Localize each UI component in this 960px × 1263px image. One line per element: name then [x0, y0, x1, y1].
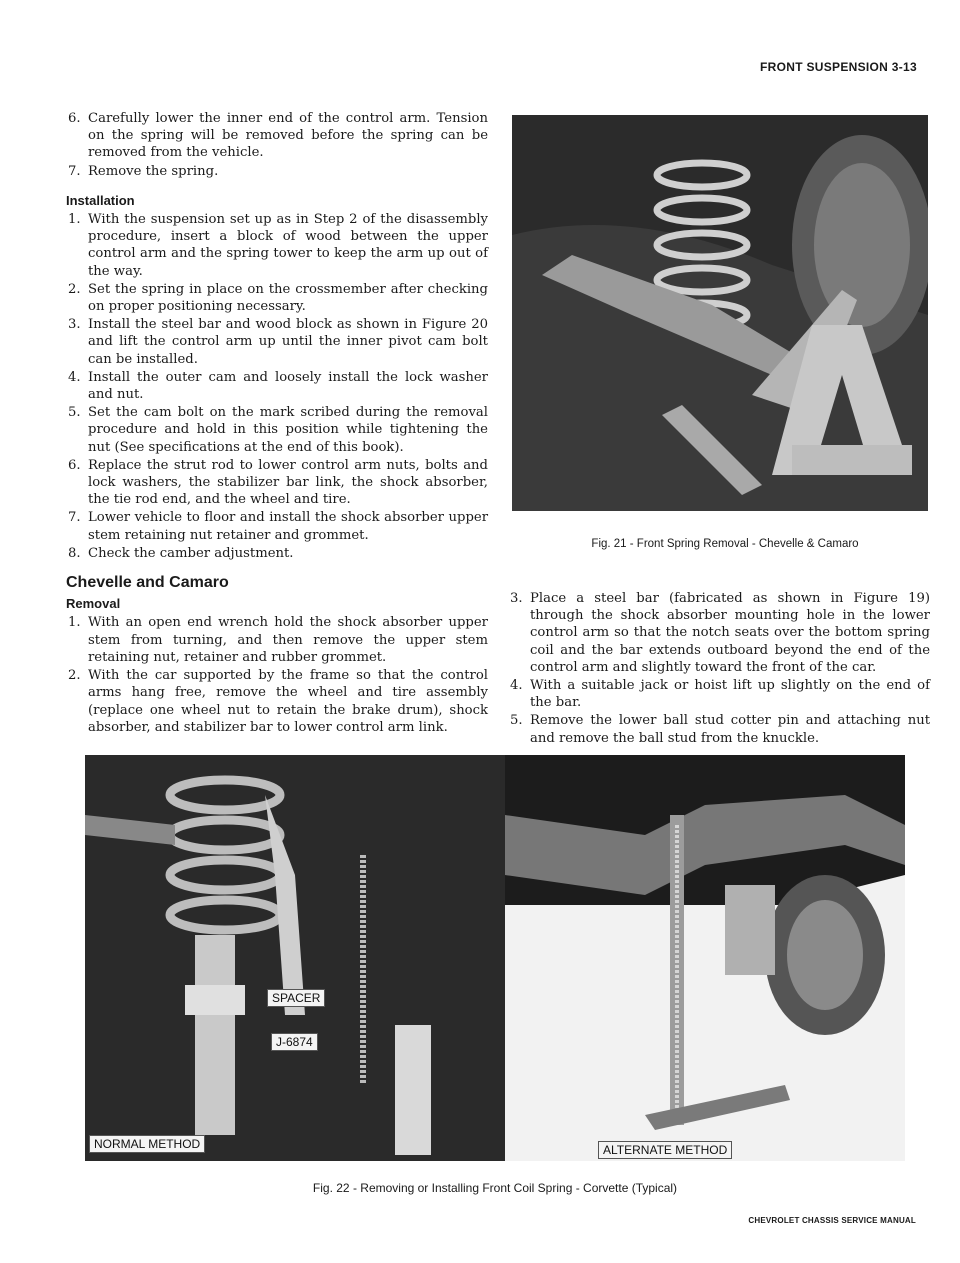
step-number: 6. — [68, 457, 81, 473]
step-number: 8. — [68, 545, 81, 561]
right-steps-list — [510, 590, 930, 747]
left-column — [68, 110, 488, 737]
fig21-photo — [512, 115, 928, 511]
removal-heading: Removal — [66, 596, 121, 612]
list-item — [68, 110, 488, 162]
step-number: 6. — [68, 111, 81, 126]
step-text: Remove the lower ball stud cotter pin and attaching nut and remove the ball stud from the knuckle. — [530, 713, 930, 746]
step-number: 4. — [68, 369, 81, 385]
step-number: 4. — [510, 678, 523, 694]
step-text: Set the spring in place on the crossmember after checking on proper positioning necessary. — [88, 281, 488, 315]
step-number: 7. — [68, 510, 81, 526]
step-text: Check the camber adjustment. — [88, 545, 294, 561]
step-number: 2. — [68, 281, 81, 297]
step-text: Install the steel bar and wood block as shown in Figure 20 and lift the control arm up until the inner pivot cam bolt can be installed. — [88, 317, 488, 367]
right-column — [510, 590, 930, 748]
step-number: 3. — [510, 591, 523, 606]
step-text: With the car supported by the frame so that the control arms hang free, remove the wheel and tire assembly (replace one wheel nut to retain the brake drum), shock absorber, and stabilizer bar to lower control arm link. — [88, 668, 488, 735]
step-text: Lower vehicle to floor and install the shock absorber upper stem retaining nut retainer and grommet. — [88, 510, 488, 543]
fig22-caption: Fig. 22 - Removing or Installing Front Coil Spring - Corvette (Typical) — [312, 1181, 678, 1195]
list-item — [68, 163, 488, 180]
list-item — [68, 667, 488, 736]
list-item — [68, 369, 488, 403]
step-text: Place a steel bar (fabricated as shown in Figure 19) through the shock absorber mounting hole in the lower control arm so that the notch seats over the bottom spring coil and the bar extends outboard beyond the end of the control arm and slightly toward the front of the car. — [530, 591, 930, 675]
fig22-photo — [85, 755, 905, 1161]
section-heading: Chevelle and Camaro — [66, 574, 229, 592]
installation-list — [68, 211, 488, 562]
list-item — [68, 211, 488, 280]
step-number: 5. — [510, 713, 523, 729]
tool-number-label: J-6874 — [271, 1033, 318, 1051]
list-item — [68, 509, 488, 543]
step-number: 1. — [68, 212, 81, 228]
step-number: 2. — [68, 668, 81, 684]
page-header: FRONT SUSPENSION 3-13 — [760, 60, 917, 74]
list-item — [68, 404, 488, 456]
step-number: 1. — [68, 615, 81, 631]
step-text: Set the cam bolt on the mark scribed during the removal procedure and hold in this position while tightening the nut (See specifications at the end of this book). — [88, 405, 488, 455]
fig21-illustration — [512, 115, 928, 511]
step-text: Remove the spring. — [88, 163, 219, 179]
installation-heading: Installation — [66, 192, 135, 208]
fig22-illustration — [85, 755, 905, 1161]
step-text: Carefully lower the inner end of the control arm. Tension on the spring will be removed before the spring can be removed from the vehicle. — [88, 111, 488, 161]
list-item — [68, 545, 488, 562]
step-text: With an open end wrench hold the shock absorber upper stem from turning, and then remove the upper stem retaining nut, retainer and rubber grommet. — [88, 615, 488, 665]
list-item — [68, 457, 488, 509]
spacer-label: SPACER — [267, 989, 325, 1007]
step-number: 5. — [68, 405, 81, 421]
list-item — [510, 590, 930, 676]
list-item — [68, 614, 488, 666]
fig21-caption: Fig. 21 - Front Spring Removal - Chevelle & Camaro — [591, 538, 859, 550]
step-number: 7. — [68, 163, 81, 179]
step-text: With the suspension set up as in Step 2 of the disassembly procedure, insert a block of wood between the upper control arm and the spring tower to keep the arm up out of the way. — [88, 212, 488, 279]
step-number: 3. — [68, 317, 81, 333]
list-item — [510, 677, 930, 711]
list-item — [510, 712, 930, 746]
steps-intro-list — [68, 110, 488, 180]
step-text: With a suitable jack or hoist lift up slightly on the end of the bar. — [530, 678, 930, 711]
step-text: Install the outer cam and loosely install the lock washer and nut. — [88, 369, 488, 403]
normal-method-label: NORMAL METHOD — [89, 1135, 205, 1153]
list-item — [68, 316, 488, 368]
removal-list — [68, 614, 488, 735]
page-footer: CHEVROLET CHASSIS SERVICE MANUAL — [748, 1216, 916, 1225]
step-text: Replace the strut rod to lower control arm nuts, bolts and lock washers, the stabilizer bar link, the shock absorber, the tie rod end, and the wheel and tire. — [88, 457, 488, 508]
alternate-method-label: ALTERNATE METHOD — [598, 1141, 732, 1159]
list-item — [68, 281, 488, 315]
